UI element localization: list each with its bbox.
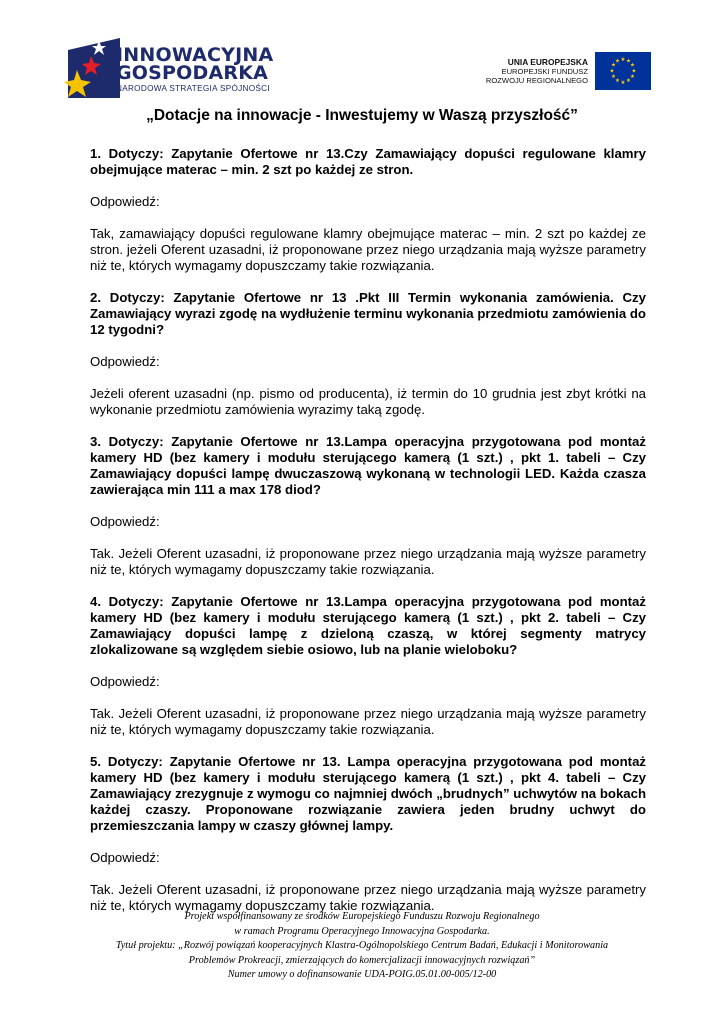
- eu-line-3: ROZWOJU REGIONALNEGO: [485, 76, 588, 85]
- svg-text:★: ★: [609, 68, 615, 75]
- answer-1: Tak, zamawiający dopuści regulowane klamry obejmujące materac – min. 2 szt po każdej ze stron. jeżeli Oferent uzasadni, iż proponowane przez niego urządzania mają wyższe parametry niż te, których wymagamy dopuszczamy takie rozwiązania.: [90, 226, 646, 273]
- qa-item-1: [90, 146, 646, 274]
- svg-text:★: ★: [615, 58, 620, 65]
- question-1: 1. Dotyczy: Zapytanie Ofertowe nr 13.Czy Zamawiający dopuści regulowane klamry obejmujące materac – min. 2 szt po każdej ze stron.: [90, 146, 646, 177]
- footer-line-5: Numer umowy o dofinansowanie UDA-POIG.05.01.00-005/12-00: [227, 969, 497, 980]
- logo-line-3: NARODOWA STRATEGIA SPÓJNOŚCI: [116, 84, 270, 93]
- footer-line-3: Tytuł projektu: „Rozwój powiązań kooperacyjnych Klastra-Ogólnopolskiego Centrum Badań, Edukacji i Monitorowania: [115, 940, 609, 951]
- qa-content: [90, 146, 646, 914]
- svg-text:★: ★: [611, 62, 616, 69]
- page-header: [0, 0, 724, 110]
- page-footer: [0, 910, 724, 983]
- svg-text:★: ★: [626, 58, 631, 65]
- logo-line-1: INNOWACYJNA: [116, 44, 274, 66]
- question-3: 3. Dotyczy: Zapytanie Ofertowe nr 13.Lampa operacyjna przygotowana pod montaż kamery HD (bez kamery i modułu sterującego kamerą (1 szt.) , pkt 1. tabeli – Czy Zamawiający dopuści lampę dwuczaszową wykonaną w technologii LED. Każda czasza zawierająca min 111 a max 178 diod?: [90, 434, 646, 497]
- answer-4: Tak. Jeżeli Oferent uzasadni, iż proponowane przez niego urządzania mają wyższe parametry niż te, których wymagamy dopuszczamy takie rozwiązania.: [90, 706, 646, 737]
- question-5: 5. Dotyczy: Zapytanie Ofertowe nr 13. Lampa operacyjna przygotowana pod montaż kamery HD (bez kamery i modułu sterującego kamerą (1 szt.) , pkt 4. tabeli – Czy Zamawiający zrezygnuje z wymogu co najmniej dwóch „brudnych” uchwytów na bokach każdej czaszy. Proponowane rozwiązanie zawiera jeden brudny uchwyt do przemieszczania lampy w czaszy głównej lampy.: [90, 754, 646, 833]
- footer-line-2: w ramach Programu Operacyjnego Innowacyjna Gospodarka.: [234, 925, 490, 937]
- innowacyjna-gospodarka-logo-icon: [62, 36, 124, 100]
- answer-label-4: Odpowiedź:: [90, 674, 160, 689]
- qa-item-4: [90, 594, 646, 738]
- answer-2: Jeżeli oferent uzasadni (np. pismo od producenta), iż termin do 10 grudnia jest zbyt krótki na wykonanie przedmiotu zamówienia wyrazimy taką zgodę.: [90, 386, 646, 417]
- answer-5: Tak. Jeżeli Oferent uzasadni, iż proponowane przez niego urządzania mają wyższe parametry niż te, których wymagamy dopuszczamy takie rozwiązania.: [90, 882, 646, 913]
- answer-label-2: Odpowiedź:: [90, 354, 160, 369]
- eu-flag-icon: [595, 52, 651, 90]
- svg-text:★: ★: [631, 68, 637, 75]
- svg-text:★: ★: [611, 74, 616, 80]
- question-4: 4. Dotyczy: Zapytanie Ofertowe nr 13.Lampa operacyjna przygotowana pod montaż kamery HD (bez kamery i modułu sterującego kamerą (1 szt.) , pkt 2. tabeli – Czy Zamawiający dopuści lampę z dzieloną czaszą, w której segmenty matrycy zlokalizowane są względem siebie osiowo, lub na planie wieloboku?: [90, 594, 646, 657]
- slogan-title: „Dotacje na innowacje - Inwestujemy w Waszą przyszłość”: [146, 107, 578, 124]
- svg-text:★: ★: [615, 78, 620, 84]
- answer-label-3: Odpowiedź:: [90, 514, 160, 529]
- answer-3: Tak. Jeżeli Oferent uzasadni, iż proponowane przez niego urządzania mają wyższe parametry niż te, których wymagamy dopuszczamy takie rozwiązania.: [90, 546, 646, 577]
- qa-item-5: [90, 754, 646, 914]
- svg-text:★: ★: [626, 78, 631, 84]
- eu-line-1: UNIA EUROPEJSKA: [507, 57, 588, 67]
- innowacyjna-gospodarka-text: [116, 46, 273, 93]
- svg-text:★: ★: [630, 74, 635, 80]
- eu-line-2: EUROPEJSKI FUNDUSZ: [501, 67, 588, 76]
- answer-label-5: Odpowiedź:: [90, 850, 160, 865]
- svg-text:★: ★: [620, 57, 626, 63]
- svg-text:★: ★: [630, 62, 635, 69]
- answer-label-1: Odpowiedź:: [90, 194, 160, 209]
- question-2: 2. Dotyczy: Zapytanie Ofertowe nr 13 .Pkt III Termin wykonania zamówienia. Czy Zamawiający wyrazi zgodę na wydłużenie terminu wykonania przedmiotu zamówienia do 12 tygodni?: [90, 290, 646, 337]
- qa-item-3: [90, 434, 646, 578]
- footer-line-1: Projekt współfinansowany ze środków Europejskiego Funduszu Rozwoju Regionalnego: [184, 911, 540, 922]
- eu-logo-text: [470, 57, 588, 85]
- qa-item-2: [90, 290, 646, 418]
- svg-text:★: ★: [620, 80, 626, 86]
- footer-line-4: Problemów Prokreacji, zmierzających do komercjalizacji innowacyjnych rozwiązań”: [188, 954, 536, 966]
- logo-line-2: GOSPODARKA: [116, 62, 269, 84]
